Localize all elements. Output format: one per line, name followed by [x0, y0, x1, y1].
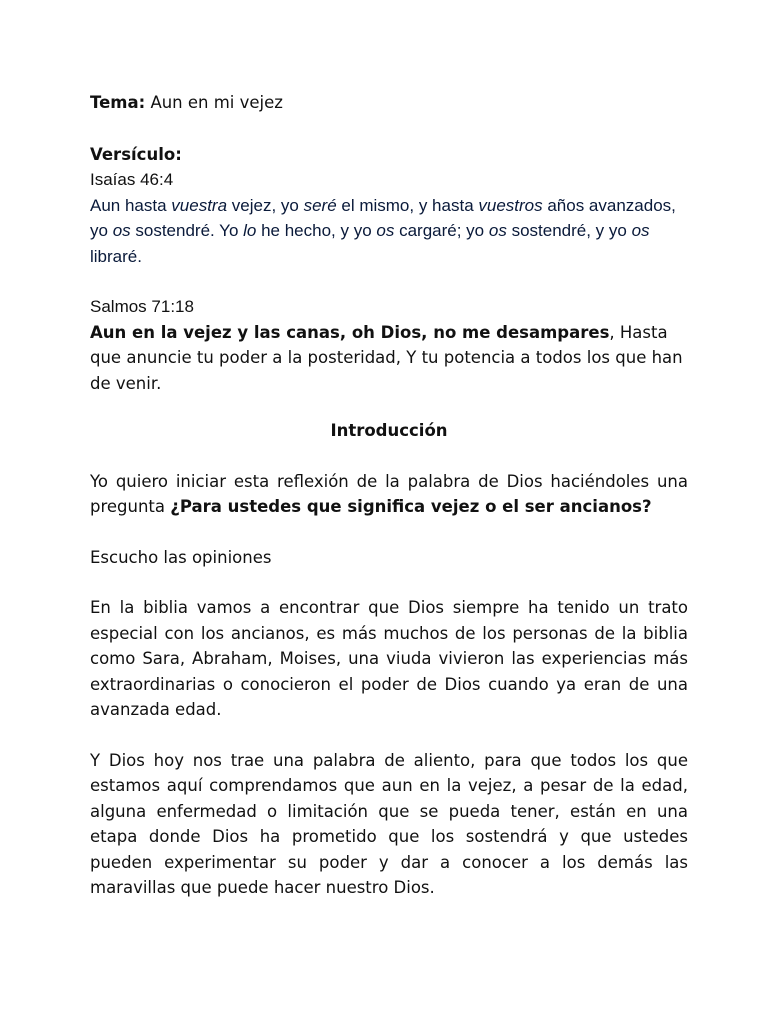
isaias-verse-text: Aun hasta vuestra vejez, yo seré el mismo, y hasta vuestros años avanzados, yo os sostendré. Yo lo he hecho, y yo os cargaré; yo os sostendré, y yo os libraré. — [90, 195, 676, 266]
isaias-ref: Isaías 46:4 — [90, 170, 174, 189]
introduccion-heading: Introducción — [330, 421, 448, 440]
intro-paragraph-2: Escucho las opiniones — [90, 547, 272, 567]
tema-value: Aun en mi vejez — [150, 93, 283, 112]
versiculo-label: Versículo: — [90, 144, 182, 164]
salmos-verse-rest: , Hasta que anuncie tu poder a la posteridad, Y tu potencia a todos los que han de venir. — [90, 322, 683, 393]
intro-paragraph-3: En la biblia vamos a encontrar que Dios siempre ha tenido un trato especial con los ancianos, es más muchos de los personas de la biblia como Sara, Abraham, Moises, una viuda vivieron las experiencias más extraordinarias o conocieron el poder de Dios cuando ya eran de una avanzada edad. — [90, 598, 688, 719]
document-page — [90, 90, 688, 901]
intro-question: ¿Para ustedes que significa vejez o el ser ancianos? — [170, 497, 652, 516]
tema-label: Tema: — [90, 93, 146, 112]
salmos-ref: Salmos 71:18 — [90, 297, 194, 316]
intro-paragraph-4: Y Dios hoy nos trae una palabra de aliento, para que todos los que estamos aquí comprendamos que aun en la vejez, a pesar de la edad, alguna enfermedad o limitación que se pueda tener, están en una etapa donde Dios ha prometido que los sostendrá y que ustedes pueden experimentar su poder y dar a conocer a los demás las maravillas que puede hacer nuestro Dios. — [90, 750, 688, 897]
intro-paragraph-1: Yo quiero iniciar esta reflexión de la palabra de Dios haciéndoles una pregunta ¿Para ustedes que significa vejez o el ser ancianos? — [90, 471, 688, 516]
salmos-verse-bold: Aun en la vejez y las canas, oh Dios, no me desampares — [90, 322, 610, 342]
tema-line — [90, 90, 688, 116]
salmos-verse-text — [90, 320, 688, 397]
